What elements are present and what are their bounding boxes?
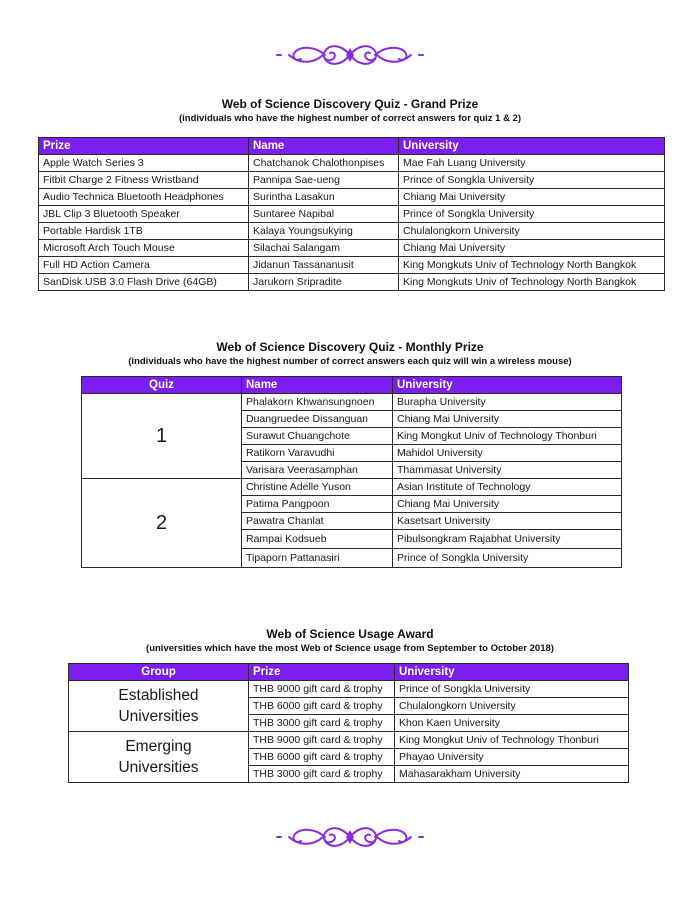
prize-cell: Fitbit Charge 2 Fitness Wristband: [39, 172, 249, 189]
name-cell: Rampai Kodsueb: [242, 530, 393, 549]
university-cell: Asian Institute of Technology: [393, 479, 622, 496]
column-header: University: [399, 138, 665, 155]
name-cell: Surintha Lasakun: [249, 189, 399, 206]
column-header: Prize: [249, 664, 395, 681]
monthly-prize-subtitle: (individuals who have the highest number of correct answers each quiz will win a wireless mouse): [128, 356, 572, 367]
group-label-line: Emerging: [125, 738, 192, 755]
table-header-row: [69, 664, 629, 681]
table-row: [69, 732, 629, 749]
name-cell: Pawatra Chanlat: [242, 513, 393, 530]
university-cell: Prince of Songkla University: [393, 549, 622, 568]
quiz-number-cell: 1: [82, 394, 242, 479]
university-cell: Chiang Mai University: [393, 496, 622, 513]
table-row: [39, 240, 665, 257]
prize-cell: THB 3000 gift card & trophy: [249, 766, 395, 783]
monthly-prize-title: Web of Science Discovery Quiz - Monthly Prize: [216, 340, 484, 354]
prize-cell: Apple Watch Series 3: [39, 155, 249, 172]
university-cell: King Mongkuts Univ of Technology North Bangkok: [399, 257, 665, 274]
table-row: [39, 172, 665, 189]
university-cell: Chiang Mai University: [393, 411, 622, 428]
university-cell: Thammasat University: [393, 462, 622, 479]
name-cell: Ratikorn Varavudhi: [242, 445, 393, 462]
flourish-ornament-icon: [275, 822, 425, 852]
flourish-ornament-icon: [275, 40, 425, 70]
usage-award-title: Web of Science Usage Award: [266, 627, 434, 641]
prize-cell: Portable Hardisk 1TB: [39, 223, 249, 240]
name-cell: Kalaya Youngsukying: [249, 223, 399, 240]
table-row: [39, 189, 665, 206]
column-header: University: [395, 664, 629, 681]
prize-cell: THB 6000 gift card & trophy: [249, 698, 395, 715]
prize-cell: THB 3000 gift card & trophy: [249, 715, 395, 732]
table-row: [39, 206, 665, 223]
table-row: [69, 681, 629, 698]
university-cell: King Mongkut Univ of Technology Thonburi: [393, 428, 622, 445]
university-cell: Chulalongkorn University: [399, 223, 665, 240]
column-header: Name: [249, 138, 399, 155]
name-cell: Suntaree Napibal: [249, 206, 399, 223]
university-cell: Phayao University: [395, 749, 629, 766]
university-cell: Pibulsongkram Rajabhat University: [393, 530, 622, 549]
name-cell: Chatchanok Chalothonpises: [249, 155, 399, 172]
bottom-ornament: [0, 822, 700, 852]
table-row: [39, 257, 665, 274]
university-cell: Mahasarakham University: [395, 766, 629, 783]
column-header: Prize: [39, 138, 249, 155]
prize-cell: THB 6000 gift card & trophy: [249, 749, 395, 766]
usage-award-subtitle: (universities which have the most Web of Science usage from September to October 2018): [146, 643, 554, 654]
group-label-line: Established: [118, 687, 199, 704]
prize-cell: THB 9000 gift card & trophy: [249, 732, 395, 749]
university-cell: Prince of Songkla University: [399, 206, 665, 223]
prize-cell: THB 9000 gift card & trophy: [249, 681, 395, 698]
name-cell: Christine Adelle Yuson: [242, 479, 393, 496]
monthly-prize-table: [81, 376, 622, 568]
university-cell: Mae Fah Luang University: [399, 155, 665, 172]
table-row: [39, 223, 665, 240]
university-cell: Khon Kaen University: [395, 715, 629, 732]
group-cell: [69, 681, 249, 732]
name-cell: Surawut Chuangchote: [242, 428, 393, 445]
table-header-row: [39, 138, 665, 155]
name-cell: Tipaporn Pattanasiri: [242, 549, 393, 568]
name-cell: Jidanun Tassananusit: [249, 257, 399, 274]
grand-prize-title: Web of Science Discovery Quiz - Grand Prize: [221, 97, 479, 111]
prize-cell: JBL Clip 3 Bluetooth Speaker: [39, 206, 249, 223]
usage-award-table: [68, 663, 629, 783]
table-row: [82, 479, 622, 496]
grand-prize-table: [38, 137, 665, 291]
prize-cell: Full HD Action Camera: [39, 257, 249, 274]
group-cell: [69, 732, 249, 783]
top-ornament: [0, 40, 700, 70]
prize-cell: SanDisk USB 3.0 Flash Drive (64GB): [39, 274, 249, 291]
university-cell: Kasetsart University: [393, 513, 622, 530]
group-label-line: Universities: [118, 759, 199, 776]
name-cell: Duangruedee Dissanguan: [242, 411, 393, 428]
university-cell: Burapha University: [393, 394, 622, 411]
university-cell: Chulalongkorn University: [395, 698, 629, 715]
name-cell: Patima Pangpoon: [242, 496, 393, 513]
column-header: University: [393, 377, 622, 394]
group-label-line: Universities: [118, 708, 199, 725]
name-cell: Phalakorn Khwansungnoen: [242, 394, 393, 411]
quiz-number-cell: 2: [82, 479, 242, 568]
column-header: Group: [69, 664, 249, 681]
university-cell: Prince of Songkla University: [399, 172, 665, 189]
university-cell: Prince of Songkla University: [395, 681, 629, 698]
prize-cell: Audio Technica Bluetooth Headphones: [39, 189, 249, 206]
university-cell: Chiang Mai University: [399, 189, 665, 206]
university-cell: Chiang Mai University: [399, 240, 665, 257]
table-row: [39, 155, 665, 172]
name-cell: Jarukorn Sripradite: [249, 274, 399, 291]
column-header: Quiz: [82, 377, 242, 394]
name-cell: Pannipa Sae-ueng: [249, 172, 399, 189]
name-cell: Varisara Veerasamphan: [242, 462, 393, 479]
university-cell: King Mongkuts Univ of Technology North Bangkok: [399, 274, 665, 291]
university-cell: King Mongkut Univ of Technology Thonburi: [395, 732, 629, 749]
prize-cell: Microsoft Arch Touch Mouse: [39, 240, 249, 257]
table-header-row: [82, 377, 622, 394]
grand-prize-subtitle: (individuals who have the highest number of correct answers for quiz 1 & 2): [178, 113, 522, 124]
table-row: [39, 274, 665, 291]
table-row: [82, 394, 622, 411]
column-header: Name: [242, 377, 393, 394]
name-cell: Silachai Salangam: [249, 240, 399, 257]
university-cell: Mahidol University: [393, 445, 622, 462]
